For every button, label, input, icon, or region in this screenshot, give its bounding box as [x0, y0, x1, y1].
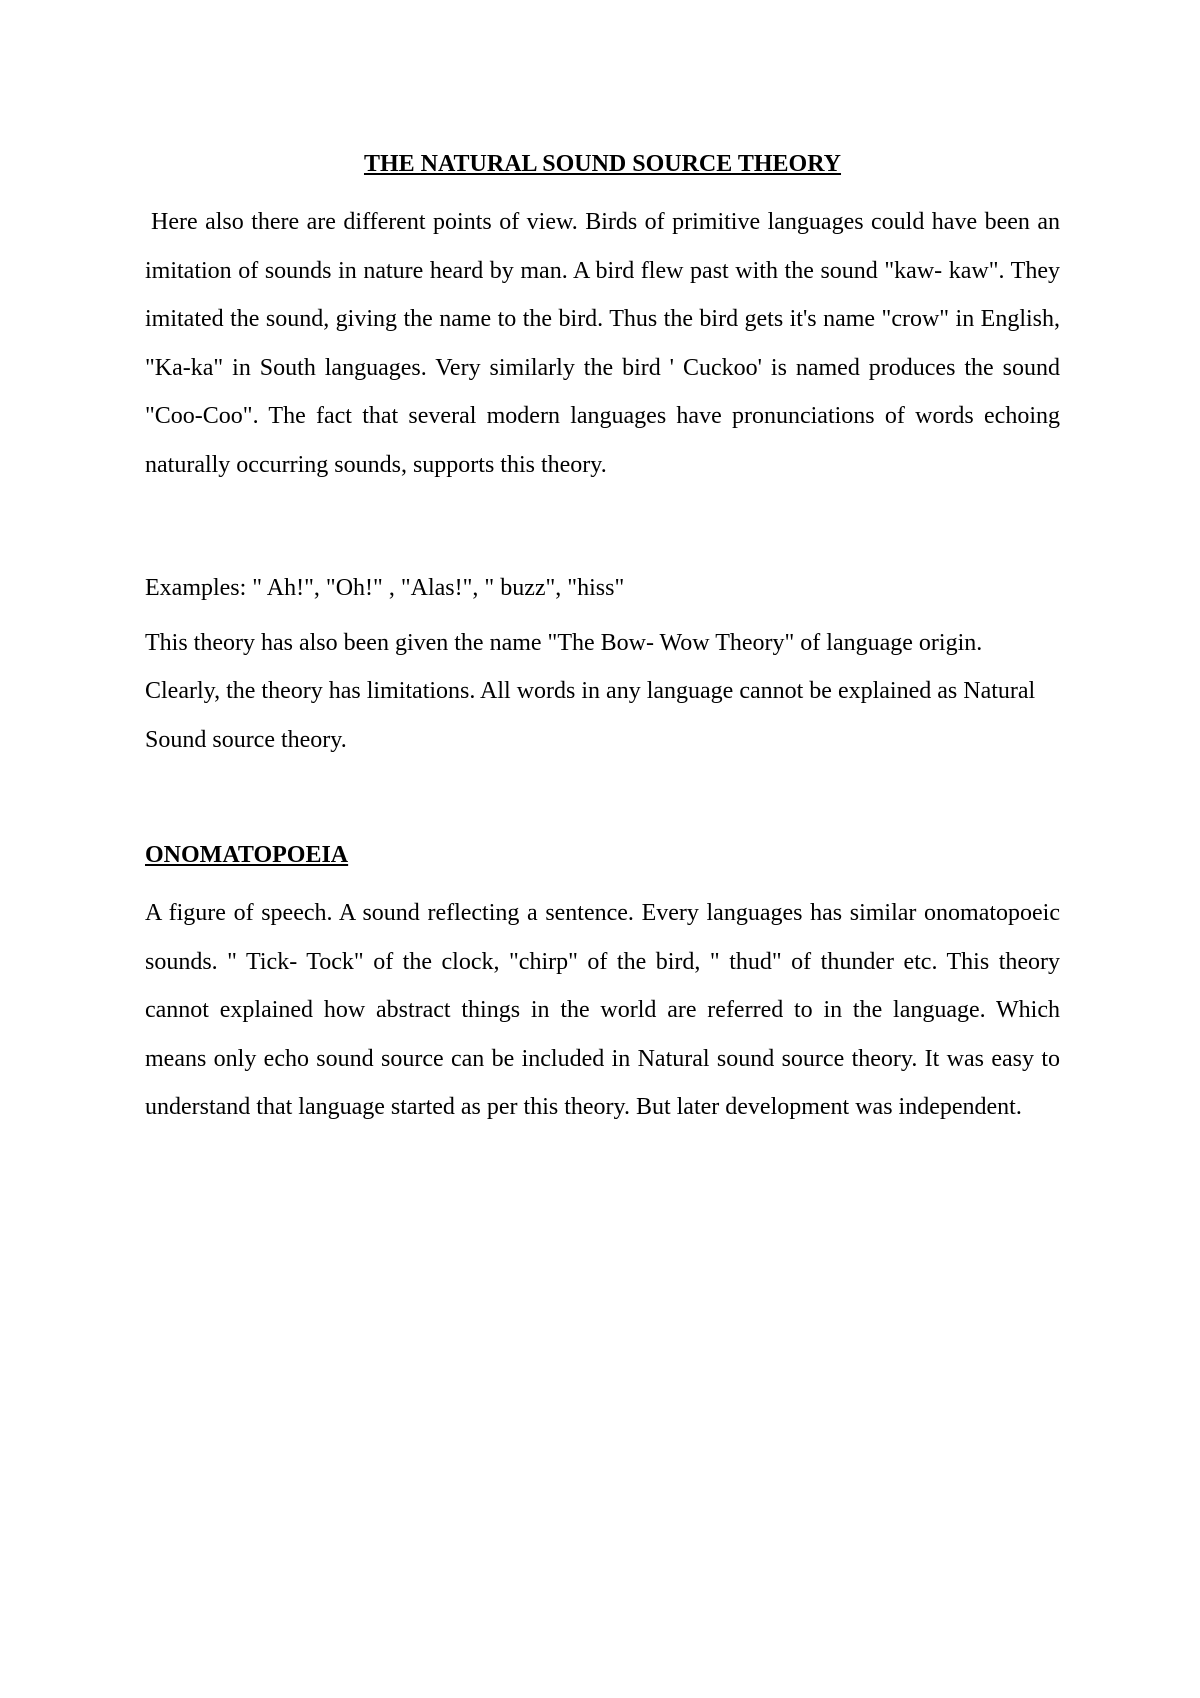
section-heading: ONOMATOPOEIA — [145, 842, 349, 868]
spacer — [145, 489, 1060, 564]
onomatopoeia-paragraph: A figure of speech. A sound reflecting a sentence. Every languages has similar onomatopoeic sounds. " Tick- Tock" of the clock, "chirp" of the bird, " thud" of thunder etc. This theory cannot explained how abstract things in the world are referred to in the language. Which means only echo sound source can be included in Natural sound source theory. It was easy to understand that language started as per this theory. But later development was independent. — [145, 900, 1060, 1120]
document-body — [145, 148, 1060, 1132]
document-title: THE NATURAL SOUND SOURCE THEORY — [363, 151, 842, 177]
examples-line: Examples: " Ah!", "Oh!" , "Alas!", " buzz", "hiss" — [145, 575, 625, 601]
intro-paragraph: Here also there are different points of view. Birds of primitive languages could have been an imitation of sounds in nature heard by man. A bird flew past with the sound "kaw- kaw". They imitated the sound, giving the name to the bird. Thus the bird gets it's name "crow" in English, "Ka-ka" in South languages. Very similarly the bird ' Cuckoo' is named produces the sound "Coo-Coo". The fact that several modern languages have pronunciations of words echoing naturally occurring sounds, supports this theory. — [145, 209, 1060, 478]
bow-wow-paragraph: This theory has also been given the name "The Bow- Wow Theory" of language origin. Clearly, the theory has limitations. All words in any language cannot be explained as Natural Sound source theory. — [145, 629, 1036, 753]
spacer — [145, 764, 1060, 839]
